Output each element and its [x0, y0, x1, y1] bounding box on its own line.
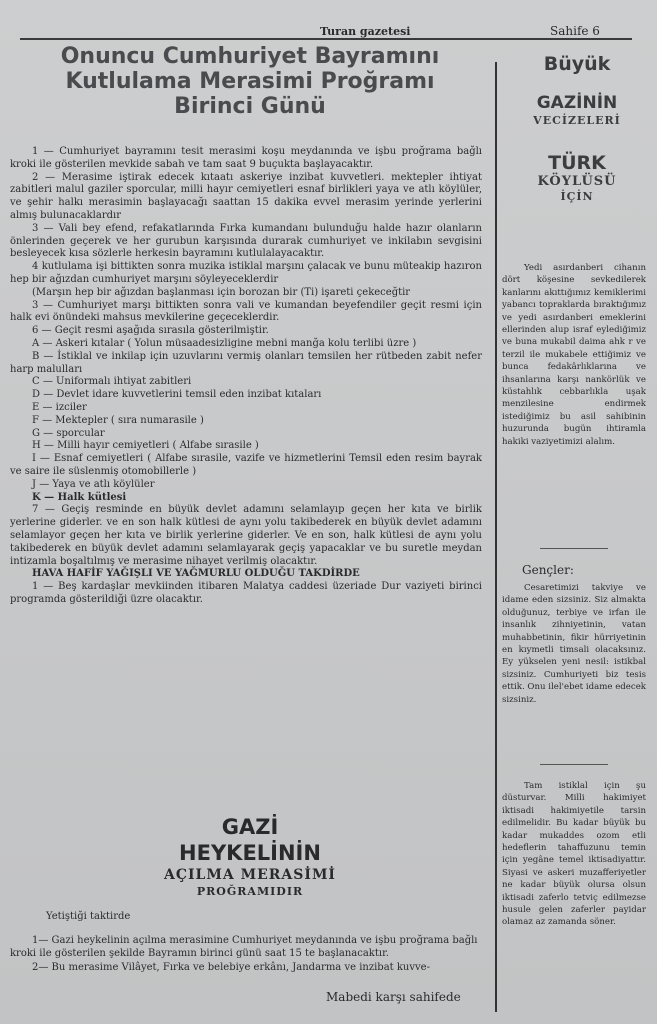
paragraph: 1 — Cumhuriyet bayramını tesit merasimi koşu meydanında ve işbu proğrama bağlı kroki ile gösterilen mevkide sabah ve tam saat 9 buçukta başlayacaktır.: [10, 146, 482, 170]
paragraph: Cesaretimizi takviye ve idame eden sizsiniz. Siz almakta olduğunuz, terbiye ve irfan ile insanlık zihniyetinin, vatan muhabbetinin, fikir hürriyetinin en kıymetli timsali olacaksınız. Ey yükselen yeni nesil: istikbal sizsiniz. Cumhuriyeti biz tesis ettik. Onu ilel'ebet idame edecek sizsiniz.: [502, 583, 646, 705]
newspaper-title: Turan gazetesi: [320, 25, 411, 38]
paragraph: 1— Gazi heykelinin açılma merasimine Cumhuriyet meydanında ve işbu proğrama bağlı kroki ile gösterilen şekilde Bayramın birinci günü saat 15 te başlanacaktır.: [10, 934, 478, 959]
paragraph: 7 — Geçiş resminde en büyük devlet adamını selamlayıp geçen her kıta ve birlik yerlerine giderler. ve en son halk kütlesi de aynı yolu takibederek en büyük devlet adamını selamlayor geçen her kıta ve birlik yerlerine giderler. Ve en son, halk kütlesi de aynı yolu takibederek en büyük devlet adamını selamlayarak geçiş yapacaklar ve bu suretle meydan intizamla boşaltılmış ve merasime nihayet verilmiş olacaktır.: [10, 504, 482, 567]
page-number: Sahife 6: [550, 24, 600, 38]
list-item: E — izciler: [32, 401, 87, 413]
list-item: C — Uniformalı ihtiyat zabitleri: [32, 376, 192, 388]
sidebar-title-3: VECİZELERİ: [533, 114, 621, 127]
gazi-statue-heading: [10, 814, 490, 899]
gazi-title-3: AÇILMA MERASİMİ: [163, 867, 336, 883]
divider: [540, 764, 608, 765]
gazi-title-2: HEYKELİNİN: [179, 841, 321, 865]
gazi-title-4: PROĞRAMIDIR: [196, 885, 304, 898]
divider: [540, 548, 608, 549]
sidebar-title-6: İÇİN: [560, 190, 594, 203]
list-item: G — sporcular: [32, 427, 105, 439]
sidebar-subheading: Gençler:: [522, 563, 574, 577]
page-header: [20, 22, 632, 40]
list-item: K — Halk kütlesi: [32, 491, 127, 503]
gazi-statue-body: [10, 910, 488, 974]
list-item: D — Devlet idare kuvvetlerini temsil eden inzibat kıtaları: [32, 389, 322, 401]
column-divider: [495, 62, 497, 1012]
list-item: B — İstiklal ve inkilap için uzuvlarını vermiş olanları temsilen her rütbeden zabit nefer harp malulları: [10, 350, 482, 375]
list-item: F — Mektepler ( sıra numarasile ): [32, 414, 204, 426]
paragraph: 3 — Vali bey efend, refakatlarında Fırka kumandanı bulunduğu halde hazır olanların önlerinden geçerek ve her gurubun karşısında durarak cumhuriyet ve inkilabın sevgisini besleyecek kısa sözlerle herkesin bayramını kutlulalayacaktır.: [10, 222, 482, 260]
weather-subheading: HAVA HAFİF YAĞIŞLI VE YAĞMURLU OLDUĞU TAKDİRDE: [32, 568, 360, 580]
paragraph: Tam istiklal için şu düsturvar. Milli hakimiyet iktisadi hakimiyetile tarsin edilmelidir. Bu kadar büyük bu kadar mukaddes ozom etli hedeflerin tahaffuzunu temin için yegâne temel iktisadiyattır. Siyasi ve askeri muzafferiyetler ne kadar büyük olursa olsun iktisadi zaferlo tetviç edilmezse husule gelen zaferler payidar olamaz az zamanda söner.: [502, 781, 646, 928]
continued-note: Mabedi karşı sahifede: [326, 990, 461, 1004]
list-item: I — Esnaf cemiyetleri ( Alfabe sırasile, vazife ve hizmetlerini Temsil eden resim bayrak ve saire ile süslenmiş otomobillerle ): [10, 453, 482, 477]
sidebar-column: [502, 52, 652, 203]
sidebar-title-5: KÖYLÜSÜ: [537, 174, 617, 189]
sidebar-paragraph-1: [502, 262, 646, 448]
paragraph: (Marşın hep bir ağızdan başlanması için borozan bir (Ti) işareti çekeceğtir: [32, 286, 411, 298]
article-body: [10, 146, 482, 607]
paragraph: 2 — Merasime iştirak edecek kıtaatı askeriye inzibat kuvvetleri. mektepler ihtiyat zabitleri malul gaziler sporcular, milli hayır cemiyetleri esnaf birlikleri yaya ve atlı köylüler, ve şehir halkı merasimin başlayacağı saattan 15 dakika evvel merasim yerinde yerlerini almış bulunacaklardır: [10, 171, 482, 221]
list-item: A — Askeri kıtalar ( Yolun müsaadesizligine mebni manğa kolu terlibi üzre ): [32, 337, 417, 349]
paragraph: 4 kutlulama işi bittikten sonra muzika istiklal marşını çalacak ve bunu müteakip hazıron hep bir ağızdan cumhuriyet marşını söyleyeceklerdir: [10, 261, 482, 285]
sidebar-title-2: GAZİNİN: [536, 93, 618, 113]
sidebar-title-4: TÜRK: [548, 152, 606, 174]
main-article: [10, 44, 490, 119]
headline-line-2: Kutlulama Merasimi Proğramı: [65, 69, 435, 94]
paragraph: 2— Bu merasime Vilâyet, Fırka ve belebiye erkânı, Jandarma ve inzibat kuvve-: [32, 961, 430, 973]
sidebar-paragraph-3: [502, 780, 646, 929]
paragraph: 1 — Beş kardaşlar mevkiinden itibaren Malatya caddesi üzeriade Dur vaziyeti birinci programda gösterildiği üzre olacaktır.: [10, 581, 482, 605]
sidebar-title-1: Büyük: [543, 53, 611, 75]
list-item: H — Milli hayır cemiyetleri ( Alfabe sırasile ): [32, 440, 259, 452]
paragraph: 3 — Cumhuriyet marşı bittikten sonra vali ve kumandan beyefendiler geçit resmi için halk evi önündeki mahsus mevkilerine geçeceklerdir.: [10, 299, 482, 324]
paragraph: 6 — Geçit resmi aşağıda sırasıla gösterilmiştir.: [32, 325, 269, 337]
list-item: J — Yaya ve atlı köylüler: [32, 478, 155, 490]
paragraph: Yedi asırdanberi cihanın dört köşesine sevkedilerek kanlarını akıttığımız kemiklerimi yabancı topraklarda bıraktığımız ve yedi asırdanberi emeklerini ellerinden alup israf eylediğimiz ve buna mukabil daima ahk r ve terzil ile mukabele ettiğimiz ve bunca fedakârlıklarına ve ihsanlarına karşı nankörlük ve küstahlık cebbarlıkla uşak menzilesine endirmek istediğimiz bu asil sahibinin huzurunda bugün ihtiramla hakiki vaziyetimizi alalım.: [502, 263, 646, 447]
gazi-subhead: Yetiştiği taktirde: [46, 911, 131, 922]
headline-line-1: Onuncu Cumhuriyet Bayramını: [60, 44, 440, 69]
gazi-title-1: GAZİ: [221, 815, 279, 839]
sidebar-paragraph-2: [502, 582, 646, 706]
headline-line-3: Birinci Günü: [174, 94, 326, 119]
